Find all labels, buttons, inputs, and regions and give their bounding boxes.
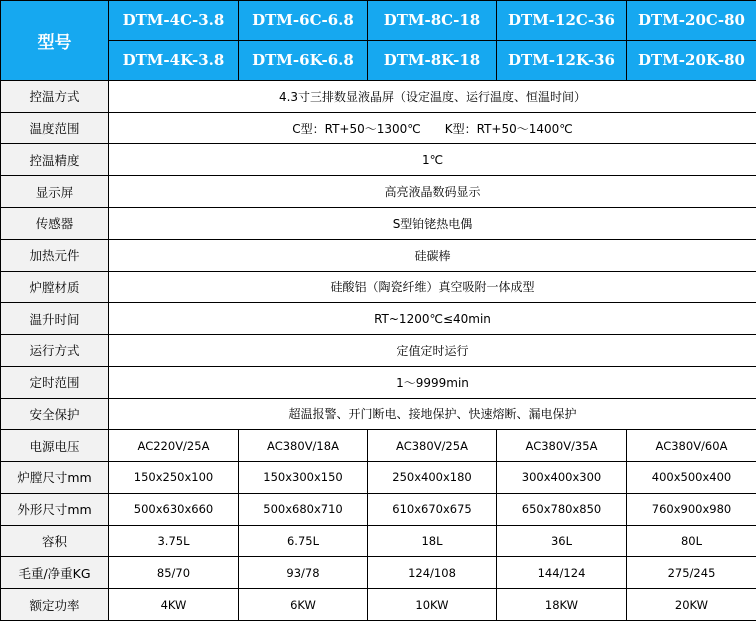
spec-cell: 300x400x300 bbox=[497, 462, 627, 494]
spec-row-label: 加热元件 bbox=[1, 239, 109, 271]
spec-row-label: 炉膛尺寸mm bbox=[1, 462, 109, 494]
spec-row-value: 超温报警、开门断电、接地保护、快速熔断、漏电保护 bbox=[109, 398, 756, 430]
spec-row bbox=[1, 430, 756, 462]
spec-cell: 760x900x980 bbox=[627, 493, 756, 525]
spec-row bbox=[1, 525, 756, 557]
spec-cell: 144/124 bbox=[497, 557, 627, 589]
spec-row bbox=[1, 144, 756, 176]
model-name: DTM-4C-3.8 bbox=[109, 1, 239, 41]
model-name: DTM-8C-18 bbox=[368, 1, 497, 41]
spec-row-value: C型：RT+50～1300℃ K型：RT+50～1400℃ bbox=[109, 112, 756, 144]
spec-cell: 3.75L bbox=[109, 525, 239, 557]
spec-row bbox=[1, 80, 756, 112]
model-name: DTM-6C-6.8 bbox=[239, 1, 368, 41]
spec-cell: AC380V/60A bbox=[627, 430, 756, 462]
model-name: DTM-20K-80 bbox=[627, 40, 756, 80]
spec-row bbox=[1, 271, 756, 303]
spec-row bbox=[1, 557, 756, 589]
spec-row-value: 硅碳棒 bbox=[109, 239, 756, 271]
spec-cell: 18L bbox=[368, 525, 497, 557]
model-name: DTM-12K-36 bbox=[497, 40, 627, 80]
spec-row bbox=[1, 207, 756, 239]
spec-cell: 500x680x710 bbox=[239, 493, 368, 525]
spec-cell: AC380V/35A bbox=[497, 430, 627, 462]
spec-cell: 6KW bbox=[239, 589, 368, 621]
spec-row-label: 控温方式 bbox=[1, 80, 109, 112]
spec-row-label: 额定功率 bbox=[1, 589, 109, 621]
spec-row-label: 控温精度 bbox=[1, 144, 109, 176]
spec-cell: 150x300x150 bbox=[239, 462, 368, 494]
model-name: DTM-12C-36 bbox=[497, 1, 627, 41]
spec-cell: AC220V/25A bbox=[109, 430, 239, 462]
spec-row-label: 温升时间 bbox=[1, 303, 109, 335]
spec-row-value: 4.3寸三排数显液晶屏（设定温度、运行温度、恒温时间） bbox=[109, 80, 756, 112]
spec-cell: 85/70 bbox=[109, 557, 239, 589]
model-header-row-k bbox=[1, 40, 756, 80]
spec-cell: 124/108 bbox=[368, 557, 497, 589]
spec-cell: 400x500x400 bbox=[627, 462, 756, 494]
spec-cell: 275/245 bbox=[627, 557, 756, 589]
spec-cell: 18KW bbox=[497, 589, 627, 621]
spec-cell: 610x670x675 bbox=[368, 493, 497, 525]
spec-row bbox=[1, 589, 756, 621]
spec-row bbox=[1, 176, 756, 208]
spec-cell: 93/78 bbox=[239, 557, 368, 589]
spec-row-label: 外形尺寸mm bbox=[1, 493, 109, 525]
model-header-label: 型号 bbox=[1, 1, 109, 81]
spec-row-value: S型铂铑热电偶 bbox=[109, 207, 756, 239]
spec-row bbox=[1, 398, 756, 430]
model-header-row-c bbox=[1, 1, 756, 41]
spec-cell: 500x630x660 bbox=[109, 493, 239, 525]
spec-row-label: 定时范围 bbox=[1, 366, 109, 398]
model-name: DTM-6K-6.8 bbox=[239, 40, 368, 80]
spec-row bbox=[1, 303, 756, 335]
model-name: DTM-4K-3.8 bbox=[109, 40, 239, 80]
spec-row-value: 高亮液晶数码显示 bbox=[109, 176, 756, 208]
spec-row bbox=[1, 462, 756, 494]
spec-row-value: 硅酸铝（陶瓷纤维）真空吸附一体成型 bbox=[109, 271, 756, 303]
spec-row bbox=[1, 112, 756, 144]
spec-row-label: 安全保护 bbox=[1, 398, 109, 430]
spec-cell: 36L bbox=[497, 525, 627, 557]
spec-cell: AC380V/25A bbox=[368, 430, 497, 462]
spec-row bbox=[1, 239, 756, 271]
spec-row-label: 电源电压 bbox=[1, 430, 109, 462]
spec-row-label: 炉膛材质 bbox=[1, 271, 109, 303]
spec-row-label: 传感器 bbox=[1, 207, 109, 239]
spec-row-label: 容积 bbox=[1, 525, 109, 557]
model-name: DTM-8K-18 bbox=[368, 40, 497, 80]
spec-row bbox=[1, 366, 756, 398]
spec-cell: 20KW bbox=[627, 589, 756, 621]
spec-row-value: 定值定时运行 bbox=[109, 335, 756, 367]
spec-row-label: 运行方式 bbox=[1, 335, 109, 367]
spec-cell: 10KW bbox=[368, 589, 497, 621]
spec-cell: AC380V/18A bbox=[239, 430, 368, 462]
spec-cell: 650x780x850 bbox=[497, 493, 627, 525]
spec-row bbox=[1, 335, 756, 367]
model-name: DTM-20C-80 bbox=[627, 1, 756, 41]
spec-cell: 6.75L bbox=[239, 525, 368, 557]
spec-cell: 150x250x100 bbox=[109, 462, 239, 494]
spec-row-label: 温度范围 bbox=[1, 112, 109, 144]
spec-row-value: 1～9999min bbox=[109, 366, 756, 398]
spec-row-label: 显示屏 bbox=[1, 176, 109, 208]
spec-row bbox=[1, 493, 756, 525]
spec-cell: 4KW bbox=[109, 589, 239, 621]
spec-row-value: RT~1200℃≤40min bbox=[109, 303, 756, 335]
spec-cell: 250x400x180 bbox=[368, 462, 497, 494]
spec-cell: 80L bbox=[627, 525, 756, 557]
spec-row-value: 1℃ bbox=[109, 144, 756, 176]
spec-row-label: 毛重/净重KG bbox=[1, 557, 109, 589]
